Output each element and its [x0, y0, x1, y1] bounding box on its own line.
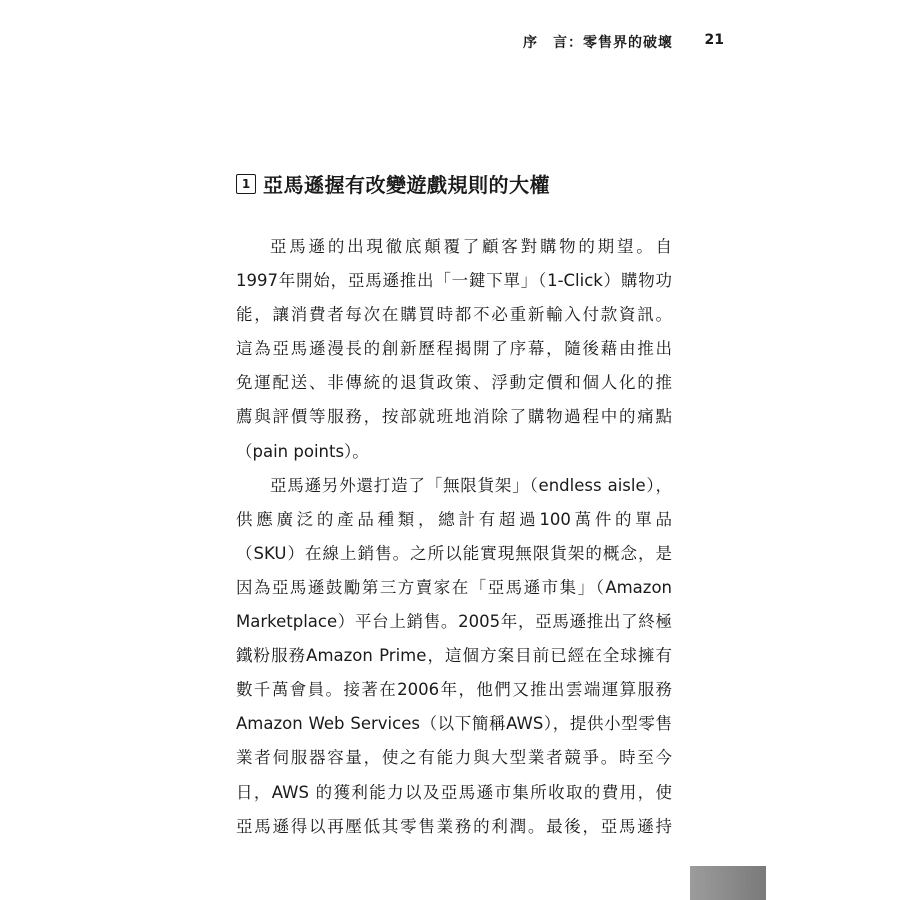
text-line: 因為亞馬遜鼓勵第三方賣家在「亞馬遜市集」（Amazon — [236, 577, 672, 597]
text-line: 日，AWS 的獲利能力以及亞馬遜市集所收取的費用，使 — [236, 782, 672, 802]
text-line: 免運配送、非傳統的退貨政策、浮動定價和個人化的推 — [236, 373, 672, 393]
text-line: 鐵粉服務Amazon Prime，這個方案目前已經在全球擁有 — [236, 646, 672, 666]
text-line: 亞馬遜另外還打造了「無限貨架」（endless aisle）， — [270, 475, 672, 495]
text-line: 能，讓消費者每次在購買時都不必重新輸入付款資訊。 — [236, 305, 672, 325]
paragraph-1 — [236, 230, 672, 469]
text-line: 1997年開始，亞馬遜推出「一鍵下單」（1-Click）購物功 — [236, 271, 672, 291]
text-line: 亞馬遜的出現徹底顛覆了顧客對購物的期望。自 — [270, 237, 672, 256]
body-text — [236, 230, 672, 844]
page-number: 21 — [704, 32, 724, 48]
paragraph-2 — [236, 469, 672, 844]
running-title: 序 言：零售界的破壞 — [523, 35, 673, 51]
text-line: 這為亞馬遜漫長的創新歷程揭開了序幕，隨後藉由推出 — [236, 339, 672, 359]
thumb-index-tab — [690, 866, 766, 900]
section-title: 亞馬遜握有改變遊戲規則的大權 — [263, 172, 550, 197]
text-line: 數千萬會員。接著在2006年，他們又推出雲端運算服務 — [236, 680, 672, 700]
text-line: （pain points）。 — [236, 441, 369, 461]
text-line: Amazon Web Services（以下簡稱AWS），提供小型零售 — [236, 714, 672, 734]
text-line: 薦與評價等服務，按部就班地消除了購物過程中的痛點 — [236, 407, 672, 427]
text-line: 業者伺服器容量，使之有能力與大型業者競爭。時至今 — [236, 748, 672, 768]
text-line: 亞馬遜得以再壓低其零售業務的利潤。最後，亞馬遜持 — [236, 816, 672, 836]
section-number-badge: 1 — [236, 174, 256, 194]
section-heading — [236, 168, 550, 198]
text-line: 供應廣泛的產品種類，總計有超過100萬件的單品 — [236, 509, 672, 529]
running-head — [460, 32, 730, 52]
text-line: Marketplace）平台上銷售。2005年，亞馬遜推出了終極 — [236, 612, 672, 632]
text-line: （SKU）在線上銷售。之所以能實現無限貨架的概念，是 — [236, 543, 672, 563]
